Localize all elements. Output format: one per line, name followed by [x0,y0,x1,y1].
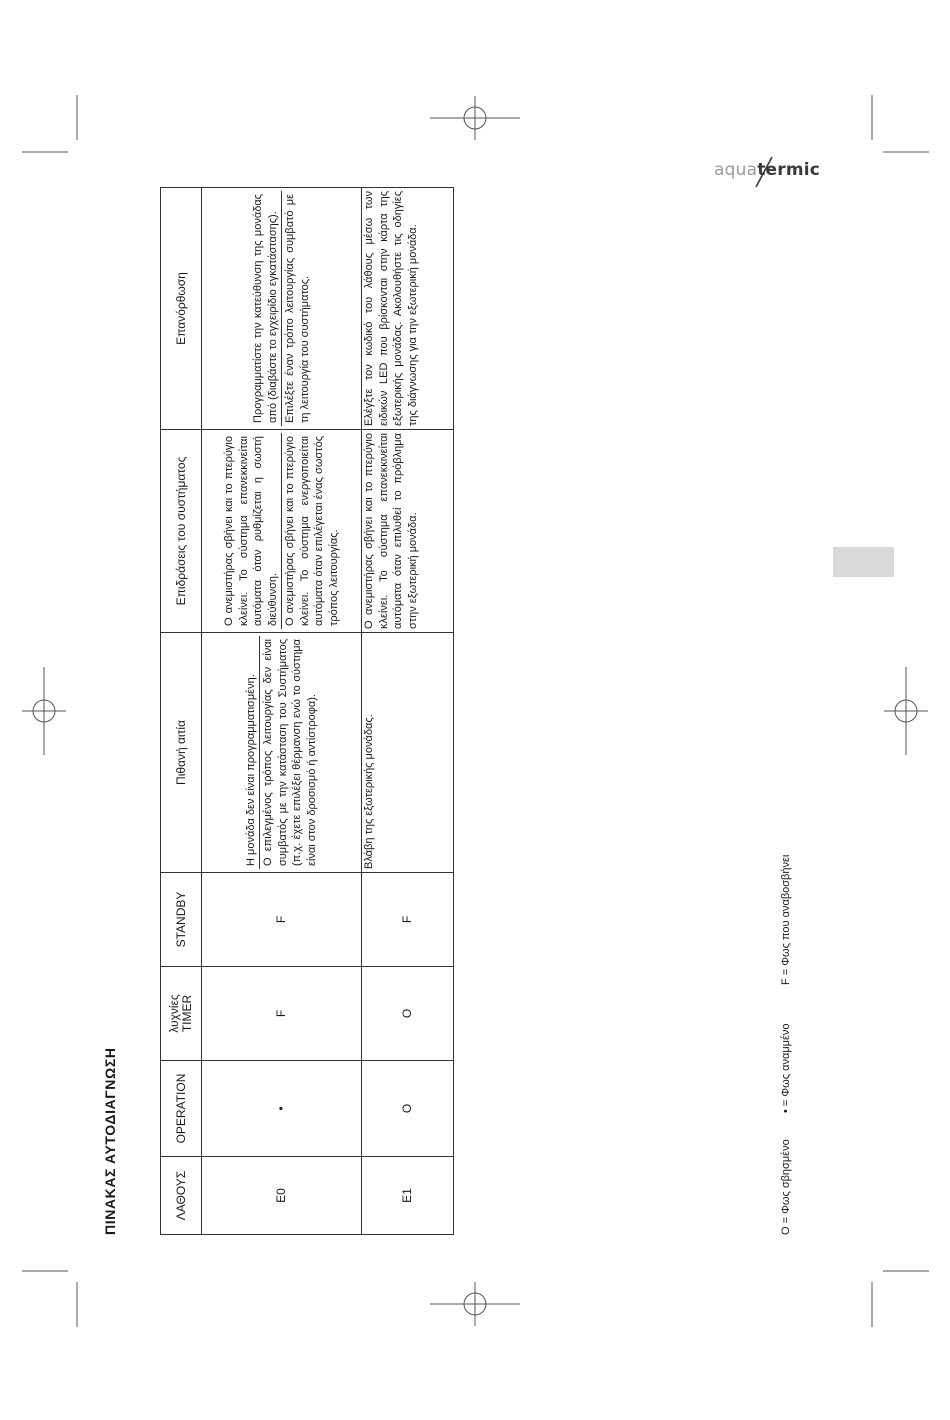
cause-cell [202,633,362,873]
legend-blink: F = Φως που αναβοσβήνει [780,854,792,985]
timer-lamp: O [362,967,454,1061]
table-row-e0 [202,188,362,1235]
cause-text: Η μονάδα δεν είναι προγραμματισμένη. [244,674,257,866]
effects-text: Ο ανεμιστήρας σβήνει και το πτερύγιο κλείνει. Το σύστημα ενεργοποιείται αυτόματα όταν επιλέγεται ένας σωστός τρόπος λειτουργίας. [281,433,342,629]
standby-lamp: F [202,873,362,967]
cause-cell: Βλάβη της εξωτερικής μονάδας. [362,633,454,873]
timer-lamp: F [202,967,362,1061]
header-lamps: λυχνίες [167,994,181,1033]
registration-mark-left [22,667,66,755]
header-operation: OPERATION [161,1061,202,1157]
brand-logo: aquatermic [714,160,821,180]
registration-mark-bottom [430,1282,520,1326]
error-code: E0 [202,1157,362,1235]
table-row-e1 [362,188,454,1235]
remedy-text: Προγραμματίστε την κατεύθυνση της μονάδας από (διαβάστε το εγχειρίδιο εγκατάστασης). [252,194,279,423]
section-tab [833,547,894,577]
cause-text: Ο επιλεγμένος τρόπος λειτουργίας δεν είναι συμβατός με την κατάσταση του Συστήματος (π.χ. έχετε επιλέξει θέρμανση ενώ το σύστημα είναι στον δροσισμό ή αντίστροφα). [259,636,320,869]
registration-mark-right [884,667,928,755]
standby-lamp: F [362,873,454,967]
effects-text: Ο ανεμιστήρας σβήνει και το πτερύγιο κλείνει. Το σύστημα επανεκκινείται αυτόματα όταν ρυθμίζεται η σωστή διεύθυνση. [223,436,279,626]
page-title: ΠΙΝΑΚΑΣ ΑΥΤΟΔΙΑΓΝΩΣΗ [102,1047,118,1235]
self-diagnosis-table [160,187,454,1235]
header-error: ΛΑΘΟΥΣ [161,1157,202,1235]
effects-cell [202,430,362,633]
operation-lamp: O [362,1061,454,1157]
rotated-page-content [100,180,800,1235]
remedy-text: Επιλέξτε έναν τρόπο λειτουργίας συμβατό με τη λειτουργία του συστήματος. [281,191,313,426]
operation-lamp: • [202,1061,362,1157]
registration-mark-top [430,96,520,140]
effects-cell: Ο ανεμιστήρας σβήνει και το πτερύγιο κλείνει. Το σύστημα επανεκκινείται αυτόματα όταν επιλυθεί το πρόβλημα στην εξωτερική μονάδα. [362,430,454,633]
remedy-cell [202,188,362,430]
legend-off: O = Φως σβησμένο [780,1139,792,1235]
header-cause: Πιθανή αιτία [161,633,202,873]
header-timer: λυχνίες TIMER [161,967,202,1061]
table-header-row [161,188,202,1235]
error-code: E1 [362,1157,454,1235]
legend-on: • = Φως αναμμένο [780,1023,792,1113]
header-effects: Επιδράσεις του συστήματος [161,430,202,633]
remedy-cell: Ελέγξτε τον κωδικό του λάθους μέσω των ειδικών LED που βρίσκονται στην κάρτα της εξωτερικής μονάδας. Ακολουθήστε τις οδηγίες της διάγνωσης για την εξωτερική μονάδα. [362,188,454,430]
header-standby: STANDBY [161,873,202,967]
header-remedy: Επανόρθωση [161,188,202,430]
